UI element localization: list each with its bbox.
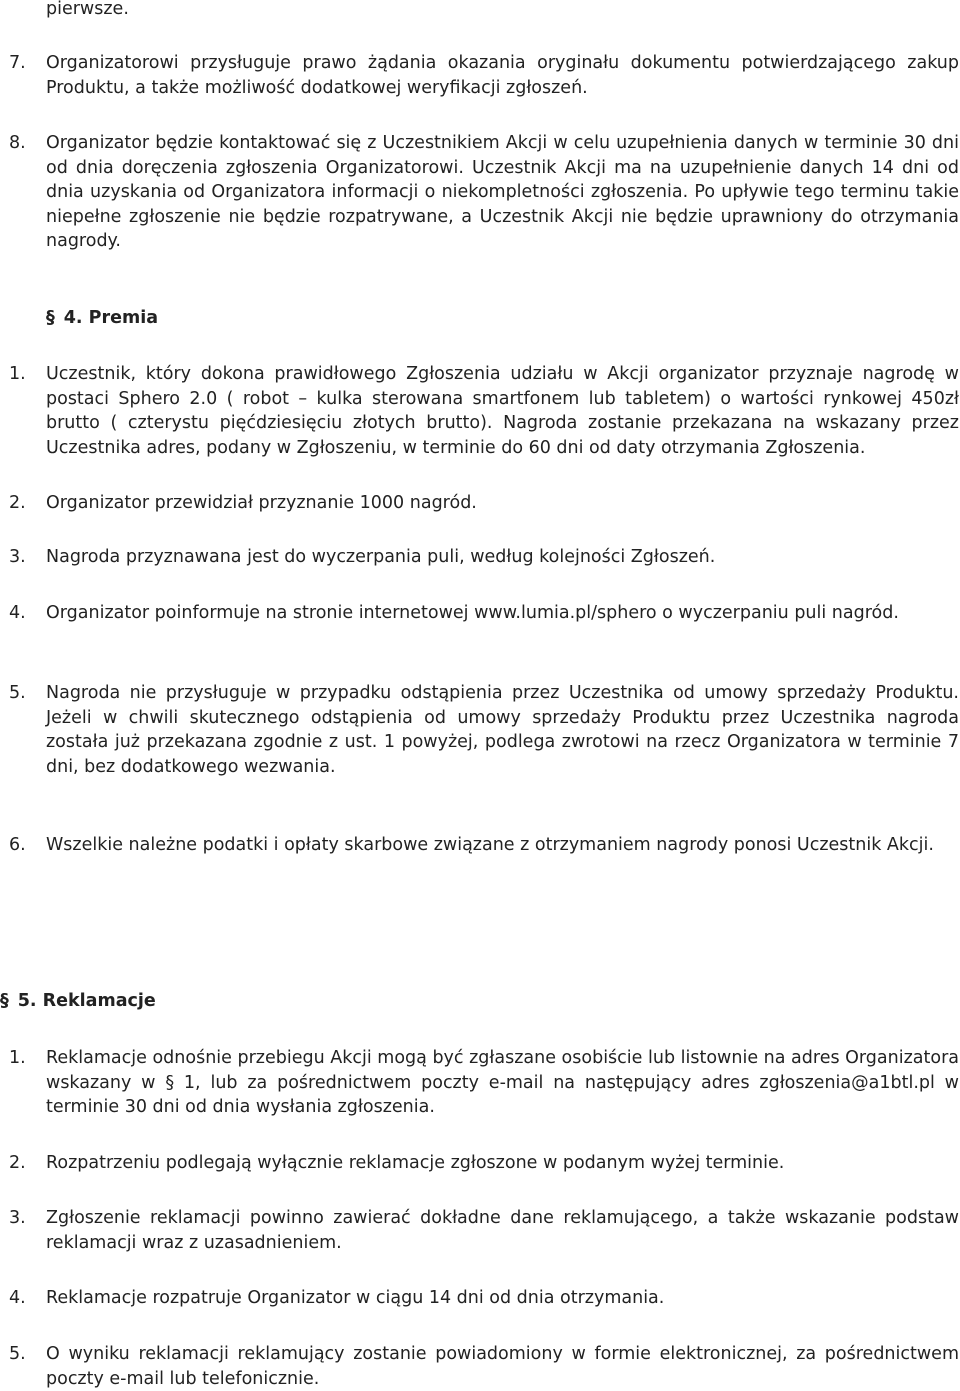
section-heading (46, 306, 158, 331)
section-symbol: § (0, 991, 9, 1011)
list-item (9, 1151, 959, 1176)
item-text: Zgłoszenie reklamacji powinno zawierać dokładne dane reklamującego, a także wskazanie podstaw reklamacji wraz z uzasadnieniem. (46, 1208, 959, 1253)
list-item (9, 1342, 959, 1391)
list-item (9, 1286, 959, 1311)
item-text: Wszelkie należne podatki i opłaty skarbowe związane z otrzymaniem nagrody ponosi Uczestnik Akcji. (46, 835, 934, 855)
list-item (9, 601, 959, 626)
item-text: Organizator przewidział przyznanie 1000 nagród. (46, 493, 477, 513)
item-text: Organizatorowi przysługuje prawo żądania okazania oryginału dokumentu potwierdzającego zakup Produktu, a także możliwość dodatkowej weryfikacji zgłoszeń. (46, 53, 959, 98)
list-item (9, 545, 959, 570)
section-symbol: § (46, 308, 55, 328)
list-item (9, 1046, 959, 1120)
item-number: 1. (9, 1048, 26, 1068)
item-number: 2. (9, 1153, 26, 1173)
item-text: Nagroda nie przysługuje w przypadku odstąpienia przez Uczestnika od umowy sprzedaży Produktu. Jeżeli w chwili skutecznego odstąpienia od umowy sprzedaży Produktu przez Uczestnika nagroda została już przekazana zgodnie z ust. 1 powyżej, podlega zwrotowi na rzecz Organizatora w terminie 7 dni, bez dodatkowego wezwania. (46, 683, 959, 777)
item-number: 4. (9, 603, 26, 623)
item-number: 2. (9, 493, 26, 513)
item-number: 5. (9, 683, 26, 703)
section-title: 5. Reklamacje (17, 991, 156, 1011)
list-item (9, 51, 959, 100)
list-item (9, 491, 959, 516)
section-heading (0, 989, 156, 1014)
item-text: Reklamacje odnośnie przebiegu Akcji mogą być zgłaszane osobiście lub listownie na adres Organizatora wskazany w § 1, lub za pośrednictwem poczty e-mail na następujący adres zgłoszenia@a1btl.pl w terminie 30 dni od dnia wysłania zgłoszenia. (46, 1048, 959, 1117)
item-text: Rozpatrzeniu podlegają wyłącznie reklamacje zgłoszone w podanym wyżej terminie. (46, 1153, 785, 1173)
list-item (9, 1206, 959, 1255)
item-number: 3. (9, 547, 26, 567)
item-number: 5. (9, 1344, 26, 1364)
item-number: 7. (9, 53, 26, 73)
item-text: Organizator poinformuje na stronie internetowej www.lumia.pl/sphero o wyczerpaniu puli nagród. (46, 603, 899, 623)
item-text: O wyniku reklamacji reklamujący zostanie powiadomiony w formie elektronicznej, za pośrednictwem poczty e-mail lub telefonicznie. (46, 1344, 959, 1389)
list-item (9, 681, 959, 779)
section-title: 4. Premia (63, 308, 159, 328)
list-item (9, 131, 959, 254)
item-text: Nagroda przyznawana jest do wyczerpania puli, według kolejności Zgłoszeń. (46, 547, 716, 567)
item-text: Reklamacje rozpatruje Organizator w ciągu 14 dni od dnia otrzymania. (46, 1288, 665, 1308)
item-number: 8. (9, 133, 26, 153)
continued-text: pierwsze. (46, 0, 129, 19)
item-text: Uczestnik, który dokona prawidłowego Zgłoszenia udziału w Akcji organizator przyznaje nagrodę w postaci Sphero 2.0 ( robot – kulka sterowana smartfonem lub tabletem) o wartości rynkowej 450zł brutto ( czterystu pięćdziesięciu złotych brutto). Nagroda zostanie przekazana na wskazany przez Uczestnika adres, podany w Zgłoszeniu, w terminie do 60 dni od daty otrzymania Zgłoszenia. (46, 364, 959, 458)
item-number: 3. (9, 1208, 26, 1228)
item-number: 6. (9, 835, 26, 855)
list-item (9, 833, 959, 858)
list-item (9, 362, 959, 460)
item-text: Organizator będzie kontaktować się z Uczestnikiem Akcji w celu uzupełnienia danych w terminie 30 dni od dnia doręczenia zgłoszenia Organizatorowi. Uczestnik Akcji ma na uzupełnienie danych 14 dni od dnia uzyskania od Organizatora informacji o niekompletności zgłoszenia. Po upływie tego terminu takie niepełne zgłoszenie nie będzie rozpatrywane, a Uczestnik Akcji nie będzie uprawniony do otrzymania nagrody. (46, 133, 959, 251)
item-number: 4. (9, 1288, 26, 1308)
item-number: 1. (9, 364, 26, 384)
